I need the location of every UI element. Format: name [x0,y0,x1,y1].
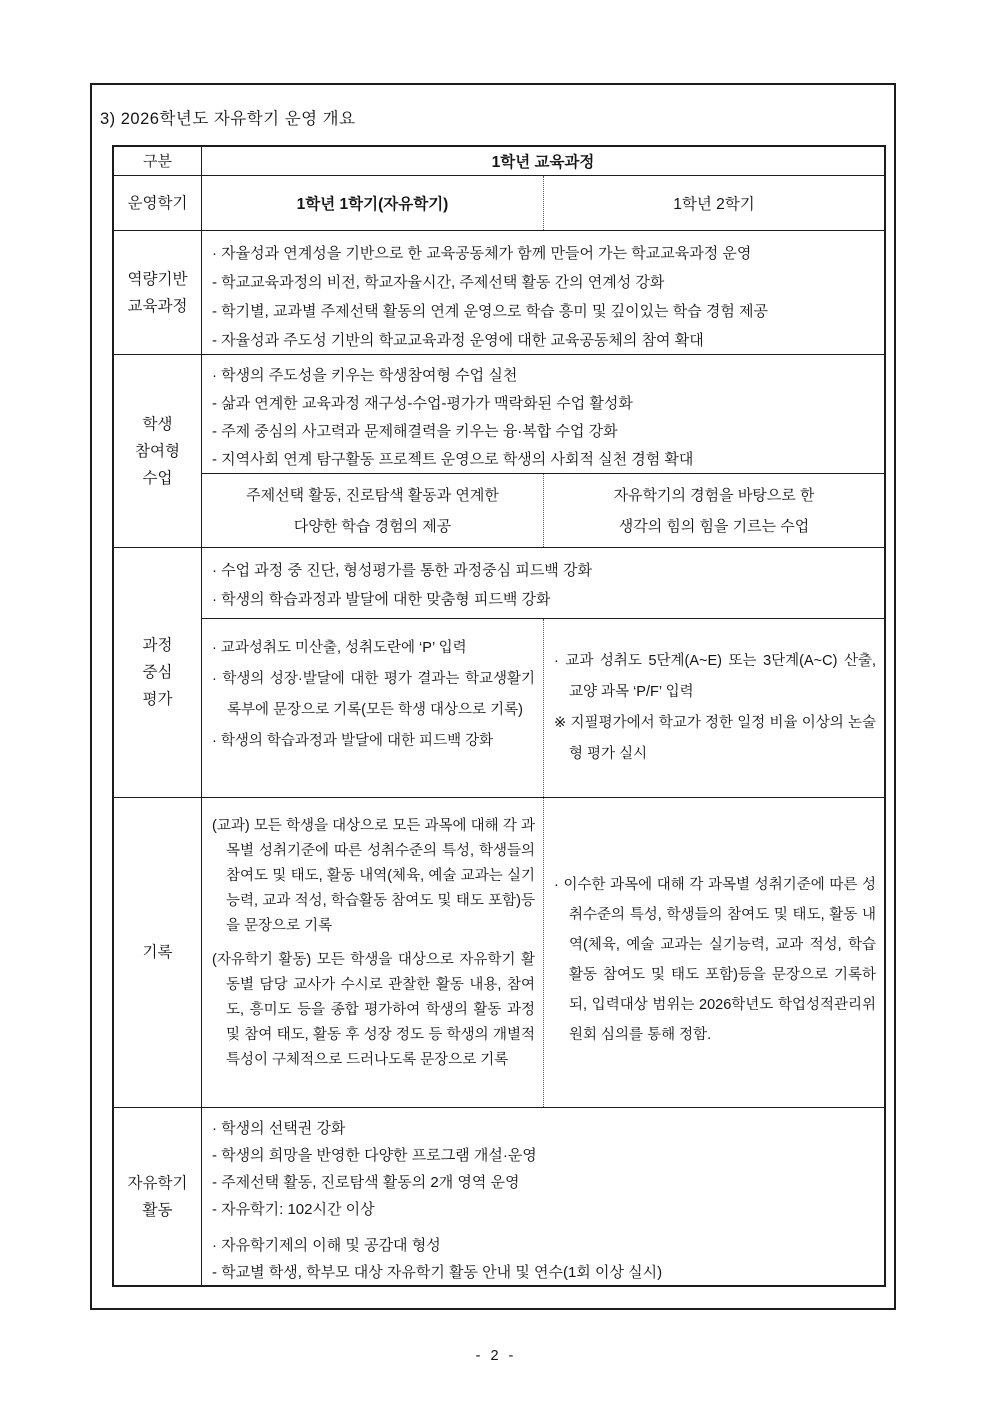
table-row-record [114,797,884,1107]
label-line: 참여형 [135,442,180,460]
overview-table [112,145,886,1287]
bullet-line: - 학생의 희망을 반영한 다양한 프로그램 개설·운영 [212,1147,537,1164]
semester-label-cell: 운영학기 [114,176,202,230]
spacer [212,1223,876,1232]
participation-bullets [202,355,884,474]
assessment-label-cell [114,548,202,797]
label-line: 학생 [142,415,173,433]
participation-second-semester-cell [543,474,884,547]
bullet-line: - 주제선택 활동, 진로탐색 활동의 2개 영역 운영 [212,1174,520,1191]
record-first-semester-cell [202,798,543,1107]
semester-first-cell: 1학년 1학기(자유학기) [296,196,449,213]
text-line: 다양한 학습 경험의 제공 [293,517,452,535]
section-heading: 3) 2026학년도 자유학기 운영 개요 [100,110,356,128]
bullet-line: · 자율성과 연계성을 기반으로 한 교육공동체가 함께 만들어 가는 학교교육과정 운영 [212,245,752,262]
table-row-competency [114,230,884,354]
label-line: 교육과정 [127,297,188,315]
participation-first-semester-cell [202,474,543,547]
label-line: 수업 [142,469,173,487]
participation-label-cell [114,355,202,547]
bullet-line: - 학교교육과정의 비전, 학교자율시간, 주제선택 활동 간의 연계성 강화 [212,274,665,291]
header-title-cell: 1학년 교육과정 [491,154,595,171]
table-row-semester [114,175,884,230]
bullet-line: - 학교별 학생, 학부모 대상 자유학기 활동 안내 및 연수(1회 이상 실시) [212,1264,663,1281]
text-line: 주제선택 활동, 진로탐색 활동과 연계한 [246,486,499,504]
record-label-cell: 기록 [114,798,202,1107]
label-line: 평가 [142,691,173,708]
activity-bullets [202,1108,884,1286]
label-line: 중심 [142,664,173,681]
text-line: 자유학기의 경험을 바탕으로 한 [613,486,815,504]
bullet-line: · 학생의 성장·발달에 대한 평가 결과는 학교생활기록부에 문장으로 기록(모든 학생 대상으로 기록) [212,671,535,718]
bullet-line: - 지역사회 연계 탐구활동 프로젝트 운영으로 학생의 사회적 실천 경험 확대 [212,451,694,468]
assessment-second-semester-cell [543,619,884,797]
competency-label-cell [114,231,202,354]
record-second-semester-cell [543,798,884,1107]
table-row-header [114,147,884,175]
bullet-line: - 주제 중심의 사고력과 문제해결력을 키우는 융·복합 수업 강화 [212,423,618,440]
bullet-line: · 교과 성취도 5단계(A~E) 또는 3단계(A~C) 산출, 교양 과목 ‘P/F’ 입력 [554,653,876,700]
text-line: 생각의 힘의 힘을 기르는 수업 [618,517,810,535]
bullet-line: · 교과성취도 미산출, 성취도란에 ‘P’ 입력 [212,640,467,656]
table-row-assessment [114,547,884,797]
bullet-line: · 학생의 학습과정과 발달에 대한 맞춤형 피드백 강화 [212,591,551,608]
bullet-line: - 삶과 연계한 교육과정 재구성-수업-평가가 맥락화된 수업 활성화 [212,395,633,412]
bullet-line: · 학생의 주도성을 키우는 학생참여형 수업 실천 [212,367,518,384]
bullet-line: - 학기별, 교과별 주제선택 활동의 연계 운영으로 학습 흥미 및 깊이있는 학습 경험 제공 [212,303,769,320]
bullet-line: · 수업 과정 중 진단, 형성평가를 통한 과정중심 피드백 강화 [212,562,592,579]
competency-bullets [202,231,884,355]
bullet-line: · 자유학기제의 이해 및 공감대 형성 [212,1237,441,1254]
paragraph: · 이수한 과목에 대해 각 과목별 성취기준에 따른 성취수준의 특성, 학생들의 참여도 및 태도, 활동 내역(체육, 예술 교과는 실기능력, 교과 적성, 학습활동 참여도 및 태도 포함)등을 문장으로 기록하되, 입력대상 범위는 2026학년도 학업성적관리위원회 심의를 통해 정함. [554,876,876,1043]
bullet-line: · 학생의 선택권 강화 [212,1120,346,1137]
paragraph: (교과) 모든 학생을 대상으로 모든 과목에 대해 각 과목별 성취기준에 따른 성취수준의 특성, 학생들의 참여도 및 태도, 활동 내역(체육, 예술 교과는 실기능력, 교과 적성, 학습활동 참여도 및 태도 포함)등을 문장으로 기록 [212,818,535,934]
bullet-line: ※ 지필평가에서 학교가 정한 일정 비율 이상의 논술형 평가 실시 [554,715,876,762]
activity-label-cell [114,1108,202,1285]
label-line: 자유학기 [127,1174,188,1192]
assessment-top-bullets [202,548,884,614]
page-number: - 2 - [475,1348,517,1364]
bullet-line: - 자율성과 주도성 기반의 학교교육과정 운영에 대한 교육공동체의 참여 확대 [212,332,704,349]
table-row-participation [114,354,884,547]
label-line: 과정 [142,637,173,654]
semester-second-cell: 1학년 2학기 [543,176,884,230]
bullet-line: - 자유학기: 102시간 이상 [212,1201,375,1218]
assessment-first-semester-cell [202,619,543,797]
paragraph: (자유학기 활동) 모든 학생을 대상으로 자유학기 활동별 담당 교사가 수시로 관찰한 활동 내용, 참여도, 흥미도 등을 종합 평가하여 학생의 활동 과정 및 참여 태도, 활동 후 성장 정도 등 학생의 개별적 특성이 구체적으로 드러나도록 문장으로 기록 [212,952,535,1068]
header-label-cell: 구분 [114,147,202,175]
table-row-activity [114,1107,884,1285]
label-line: 역량기반 [127,270,188,288]
label-line: 활동 [142,1201,173,1219]
bullet-line: · 학생의 학습과정과 발달에 대한 피드백 강화 [212,733,494,749]
